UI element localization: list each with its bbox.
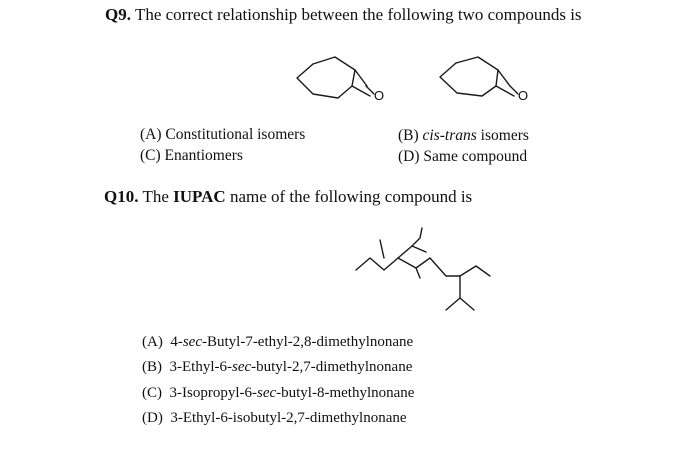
q9-option-b[interactable] bbox=[398, 127, 529, 145]
q10-option-c-label: (C) bbox=[142, 385, 162, 401]
q9-option-b-text: isomers bbox=[476, 127, 529, 144]
q10-option-b-italic: sec bbox=[231, 359, 252, 375]
q9-option-d-label: (D) bbox=[398, 148, 420, 165]
q10-option-a-pre: 4- bbox=[170, 334, 183, 350]
q10-option-d-label: (D) bbox=[142, 410, 163, 426]
q10-option-a-italic: sec bbox=[182, 334, 202, 350]
q10-option-c-pre: 3-Isopropyl-6- bbox=[169, 385, 257, 401]
q9-option-c-label: (C) bbox=[140, 147, 161, 164]
q10-option-d[interactable] bbox=[142, 410, 407, 427]
q9-option-a-label: (A) bbox=[140, 126, 162, 143]
q9-option-c[interactable] bbox=[140, 147, 243, 165]
q10-text-bold: IUPAC bbox=[173, 187, 226, 206]
q10-option-a[interactable] bbox=[142, 334, 413, 351]
q10-option-b-post: -butyl-2,7-dimethylnonane bbox=[251, 359, 413, 375]
q10-number: Q10. bbox=[104, 187, 139, 206]
q10-option-c-italic: sec bbox=[256, 385, 277, 401]
q9-option-b-label: (B) bbox=[398, 127, 419, 144]
q10-option-b-label: (B) bbox=[142, 359, 162, 375]
q9-option-d[interactable] bbox=[398, 148, 527, 166]
q10-text-post: name of the following compound is bbox=[225, 187, 473, 206]
q9-option-a[interactable] bbox=[140, 126, 305, 144]
q9-molecule-2-oxygen: O bbox=[518, 88, 529, 103]
q9-question-text: The correct relationship between the following two compounds is bbox=[134, 5, 582, 24]
q10-text-pre: The bbox=[142, 187, 174, 206]
q10-heading bbox=[104, 187, 472, 207]
q10-option-c[interactable] bbox=[142, 385, 414, 402]
q9-option-b-italic-text: cis-trans bbox=[422, 127, 477, 144]
q9-option-a-text: Constitutional isomers bbox=[165, 126, 306, 143]
q10-option-c-post: -butyl-8-methylnonane bbox=[276, 385, 415, 401]
q10-option-a-post: -Butyl-7-ethyl-2,8-dimethylnonane bbox=[201, 334, 414, 350]
q9-molecule-2 bbox=[440, 57, 528, 103]
q10-option-b[interactable] bbox=[142, 359, 412, 376]
q9-molecule-1 bbox=[297, 57, 384, 103]
q9-number: Q9. bbox=[105, 5, 131, 24]
q9-molecule-1-oxygen: O bbox=[374, 88, 385, 103]
q10-option-d-pre: 3-Ethyl-6-isobutyl-2,7-dimethylnonane bbox=[170, 410, 407, 426]
q10-skeletal-structure bbox=[356, 228, 490, 310]
q9-option-c-text: Enantiomers bbox=[164, 147, 243, 164]
q10-option-b-pre: 3-Ethyl-6- bbox=[169, 359, 232, 375]
q10-option-a-label: (A) bbox=[142, 334, 163, 350]
q9-option-d-text: Same compound bbox=[423, 148, 528, 165]
